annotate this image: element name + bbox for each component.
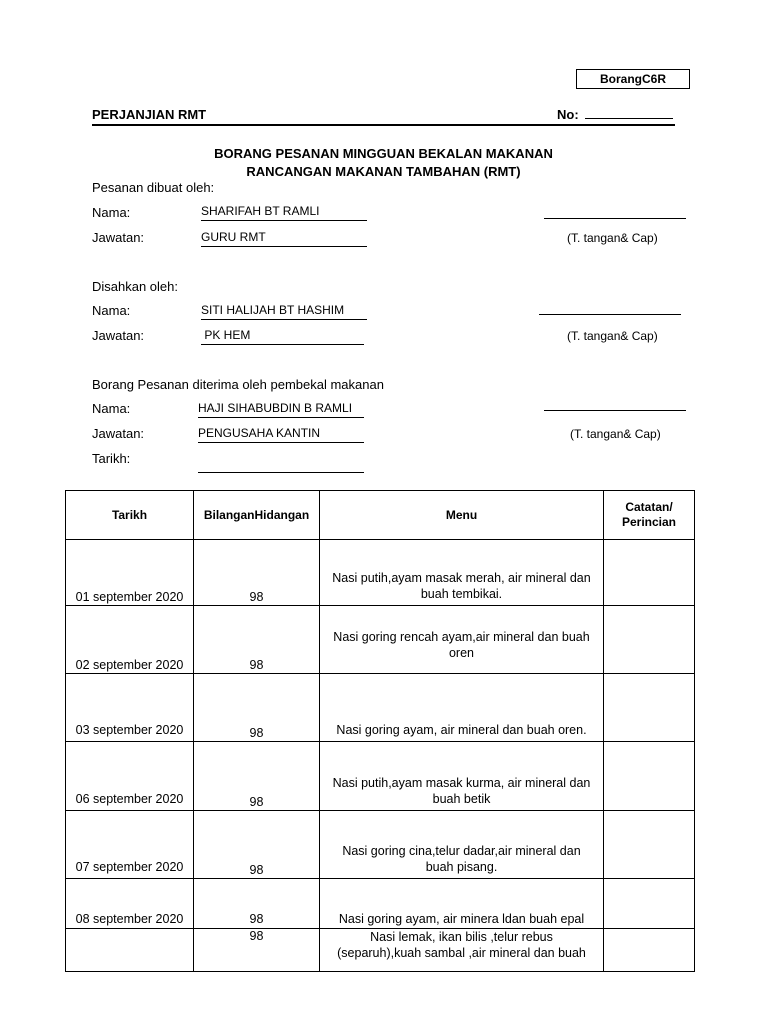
ordered-by-heading: Pesanan dibuat oleh:: [92, 180, 215, 195]
row-menu: [320, 540, 604, 606]
row-notes[interactable]: [604, 742, 695, 811]
table-row: [66, 811, 695, 879]
table-header-row: [66, 491, 695, 540]
table-row: [66, 606, 695, 674]
row-menu: [320, 606, 604, 674]
date-column-header: Tarikh: [66, 491, 194, 540]
number-label: No:: [557, 107, 579, 122]
row-notes[interactable]: [604, 606, 695, 674]
notes-header-line1: Catatan/: [625, 500, 673, 514]
row-menu: [320, 742, 604, 811]
row-date: 01 september 2020: [66, 540, 194, 606]
menu-line: buah betik: [432, 792, 491, 806]
row-count: 98: [194, 674, 320, 742]
menu-line: Nasi goring cina,telur dadar,air mineral dan: [342, 844, 581, 858]
row-menu: [320, 929, 604, 972]
approved-by-position: PK HEM: [201, 328, 364, 345]
header-divider: [92, 124, 675, 126]
row-date: 02 september 2020: [66, 606, 194, 674]
row-menu: [320, 811, 604, 879]
row-date: 03 september 2020: [66, 674, 194, 742]
table-row: [66, 674, 695, 742]
menu-line: Nasi putih,ayam masak merah, air mineral dan: [332, 571, 591, 585]
row-date: 08 september 2020: [66, 879, 194, 929]
received-by-signature-caption: (T. tangan& Cap): [570, 427, 661, 441]
menu-line: oren: [448, 646, 475, 660]
notes-column-header: [604, 491, 695, 540]
received-by-position: PENGUSAHA KANTIN: [198, 426, 364, 443]
ordered-by-position: GURU RMT: [201, 230, 367, 247]
received-date-field[interactable]: [198, 472, 364, 473]
menu-line: buah tembikai.: [420, 587, 503, 601]
row-notes[interactable]: [604, 879, 695, 929]
menu-line: Nasi goring ayam, air mineral dan buah oren.: [336, 723, 587, 737]
number-field[interactable]: [585, 118, 673, 119]
approved-by-name-label: Nama:: [92, 303, 131, 318]
row-menu: [320, 674, 604, 742]
row-count: 98: [194, 540, 320, 606]
row-notes[interactable]: [604, 674, 695, 742]
menu-line: buah pisang.: [425, 860, 498, 874]
received-by-signature-line: [544, 410, 686, 411]
approved-by-signature-caption: (T. tangan& Cap): [567, 329, 658, 343]
table-row: [66, 742, 695, 811]
form-subtitle: RANCANGAN MAKANAN TAMBAHAN (RMT): [246, 164, 521, 179]
ordered-by-signature-caption: (T. tangan& Cap): [567, 231, 658, 245]
agreement-title: PERJANJIAN RMT: [92, 107, 207, 122]
ordered-by-name: SHARIFAH BT RAMLI: [201, 204, 367, 221]
received-by-name: HAJI SIHABUBDIN B RAMLI: [198, 401, 364, 418]
form-code: BorangC6R: [576, 69, 690, 89]
row-menu: [320, 879, 604, 929]
row-notes[interactable]: [604, 929, 695, 972]
notes-header-line2: Perincian: [621, 515, 677, 529]
ordered-by-position-label: Jawatan:: [92, 230, 145, 245]
table-row: [66, 540, 695, 606]
approved-by-position-label: Jawatan:: [92, 328, 145, 343]
table-row: [66, 879, 695, 929]
row-notes[interactable]: [604, 811, 695, 879]
menu-line: (separuh),kuah sambal ,air mineral dan buah: [337, 946, 586, 960]
menu-line: Nasi goring rencah ayam,air mineral dan buah: [333, 630, 590, 644]
received-by-heading: Borang Pesanan diterima oleh pembekal makanan: [92, 377, 384, 392]
received-date-label: Tarikh:: [92, 451, 131, 466]
menu-column-header: Menu: [320, 491, 604, 540]
form-title: BORANG PESANAN MINGGUAN BEKALAN MAKANAN: [214, 146, 553, 161]
received-by-name-label: Nama:: [92, 401, 131, 416]
row-notes[interactable]: [604, 540, 695, 606]
menu-line: Nasi putih,ayam masak kurma, air mineral dan: [332, 776, 591, 790]
ordered-by-signature-line: [544, 218, 686, 219]
row-date: 07 september 2020: [66, 811, 194, 879]
approved-by-signature-line: [539, 314, 681, 315]
table-row: [66, 929, 695, 972]
row-count: 98: [194, 742, 320, 811]
approved-by-heading: Disahkan oleh:: [92, 279, 178, 294]
row-count: 98: [194, 929, 320, 972]
count-column-header: BilanganHidangan: [194, 491, 320, 540]
row-count: 98: [194, 811, 320, 879]
order-table: [65, 490, 695, 972]
row-count: 98: [194, 879, 320, 929]
menu-line: Nasi lemak, ikan bilis ,telur rebus: [370, 930, 553, 944]
row-count: 98: [194, 606, 320, 674]
received-by-position-label: Jawatan:: [92, 426, 145, 441]
row-date: [66, 929, 194, 972]
approved-by-name: SITI HALIJAH BT HASHIM: [201, 303, 367, 320]
ordered-by-name-label: Nama:: [92, 205, 131, 220]
menu-line: Nasi goring ayam, air minera ldan buah epal: [338, 912, 585, 926]
row-date: 06 september 2020: [66, 742, 194, 811]
